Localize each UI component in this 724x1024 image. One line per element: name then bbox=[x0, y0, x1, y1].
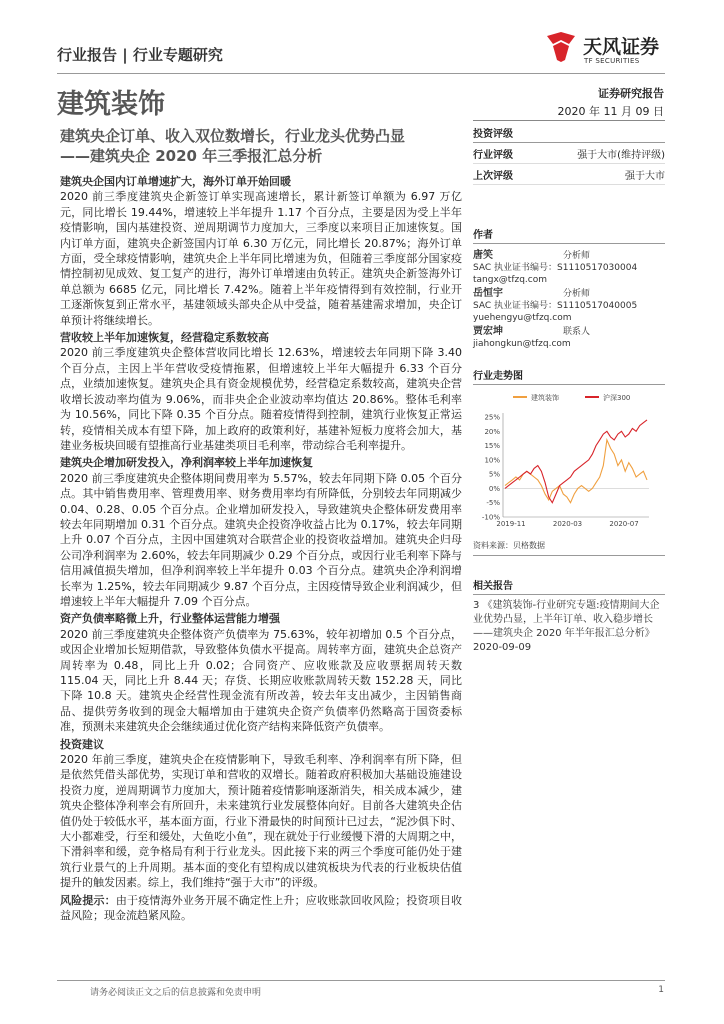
section-orders bbox=[60, 174, 462, 328]
legend-label: 沪深300 bbox=[603, 394, 631, 402]
rating-title: 投资评级 bbox=[473, 122, 665, 143]
section-heading: 投资建议 bbox=[60, 737, 104, 751]
brand-name: 天风证券 bbox=[583, 36, 660, 58]
section-heading: 建筑央企国内订单增速扩大，海外订单开始回暖 bbox=[60, 175, 291, 188]
rating-row bbox=[473, 164, 665, 185]
x-tick-label: 2020-03 bbox=[552, 520, 583, 528]
section-advice bbox=[60, 737, 462, 891]
analyst-entry bbox=[473, 250, 665, 286]
body-column bbox=[60, 172, 462, 924]
y-tick-label: 15% bbox=[484, 442, 500, 451]
section-body: 2020 前三季度建筑央企整体营收同比增长 12.63%，增速较去年同期下降 3.40 个百分点，主因上半年营收受疫情拖累，但增速较上半年大幅提升 6.33 个百分点，业绩加速恢复。建筑央企具有资金规模优势，经营稳定系数较高，建筑央企营收增长波动率均值为 9.06%，而非央企企业波动率均值达 20.86%。整体毛利率为 10.56%，同比下降 0.35 个百分点。随着疫情得到控制，建筑行业恢复正常运转，疫情相关成本有望下降，加上政府的政策利好，基建补短板力度将会加大，基建业务板块回暖有望推高行业基建类项目毛利率，带动综合毛利率提升。 bbox=[60, 346, 462, 452]
analyst-role: 分析师 bbox=[563, 251, 591, 261]
trend-chart-svg bbox=[473, 385, 665, 535]
section-debt bbox=[60, 611, 462, 734]
y-tick-label: 0% bbox=[488, 484, 500, 493]
risk-text: 由于疫情海外业务开展不确定性上升；应收账款回收风险；投资项目收益风险；现金流趋紧风险。 bbox=[60, 893, 462, 923]
analyst-role: 联系人 bbox=[563, 327, 591, 337]
y-tick-label: -10% bbox=[481, 513, 500, 522]
report-type: 证券研究报告 bbox=[598, 87, 664, 100]
analyst-name: 唐笑 bbox=[473, 250, 493, 261]
rating-key: 上次评级 bbox=[473, 171, 513, 182]
footer-disclaimer: 请务必阅读正文之后的信息披露和免责申明 bbox=[90, 988, 262, 998]
report-date: 2020 年 11 月 09 日 bbox=[557, 105, 664, 118]
industry-name: 建筑装饰 bbox=[57, 89, 165, 120]
author-title: 作者 bbox=[473, 223, 665, 244]
analyst-name: 贾宏坤 bbox=[473, 326, 503, 337]
rating-key: 行业评级 bbox=[473, 150, 513, 161]
section-heading: 营收较上半年加速恢复，经营稳定系数较高 bbox=[60, 331, 269, 345]
related-title: 相关报告 bbox=[473, 574, 665, 595]
chart-source: 资料来源：贝格数据 bbox=[473, 540, 665, 556]
y-tick-label: 10% bbox=[484, 456, 500, 465]
section-heading: 建筑央企增加研发投入，净利润率较上半年加速恢复 bbox=[60, 456, 313, 470]
rating-value: 强于大市 bbox=[625, 171, 665, 182]
footer-divider bbox=[57, 980, 665, 981]
section-profit bbox=[60, 455, 462, 609]
rating-row bbox=[473, 143, 665, 164]
related-report[interactable]: 3 《建筑装饰-行业研究专题:疫情期间大企业优势凸显，上半年订单、收入稳步增长——建筑央企 2020 年半年报汇总分析》 2020-09-09 bbox=[473, 600, 660, 653]
section-body: 2020 年前三季度，建筑央企在疫情影响下，导致毛利率、净利润率有所下降，但是依然凭借头部优势，实现订单和营收的双增长。随着政府积极加大基础设施建设投资力度，逆周期调节力度加大，预计随着疫情影响逐渐消失，相关成本减少，建筑央企整体净利率会有所回升，未来建筑行业发展整体向好。目前各大建筑央企估值仍处于较低水平，基本面方面，行业下滑最快的时间预计已过去，“泥沙俱下时、大小都难受，行至和缓处，大鱼吃小鱼”，现在就处于行业缓慢下滑的大周期之中，下滑斜率和缓，竞争格局有利于行业龙头。因此接下来的两三个季度可能仍处于建筑行业景气的上升周期。基本面的变化有望构成以建筑板块为代表的行业板块估值提升的触发因素。综上，我们维持“强于大市”的评级。 bbox=[60, 753, 462, 890]
rating-value: 强于大市(维持评级) bbox=[577, 150, 665, 161]
y-tick-label: 20% bbox=[484, 427, 500, 436]
y-tick-label: 5% bbox=[488, 470, 500, 479]
page-number: 1 bbox=[658, 985, 664, 995]
x-tick-label: 2020-07 bbox=[609, 520, 639, 528]
date-divider bbox=[473, 120, 665, 121]
analyst-email[interactable]: tangx@tfzq.com bbox=[473, 275, 548, 285]
header-divider bbox=[57, 73, 665, 74]
brand-logo bbox=[543, 30, 665, 70]
analyst-cert: SAC 执业证书编号：S1110517030004 bbox=[473, 263, 638, 273]
industry-trend-chart bbox=[473, 385, 665, 550]
tf-logo-icon bbox=[543, 30, 579, 64]
analyst-cert: SAC 执业证书编号：S1110517040005 bbox=[473, 301, 638, 311]
risk-label: 风险提示： bbox=[60, 893, 116, 907]
title-line-2: ——建筑央企 2020 年三季报汇总分析 bbox=[60, 147, 323, 165]
analyst-role: 分析师 bbox=[563, 289, 591, 299]
report-category: 行业报告 | 行业专题研究 bbox=[57, 46, 223, 64]
section-body: 2020 前三季度建筑央企整体资产负债率为 75.63%，较年初增加 0.5 个百分点，或因企业增加长短期借款，导致整体负债水平提高。周转率方面，建筑央企总资产周转率为 0.48，同比上升 0.02；合同资产、应收账款及应收票据周转天数 115.04 天，同比上升 8.44 天；存货、长期应收账款周转天数 152.28 天，同比下降 10.8 天。建筑央企经营性现金流有所改善，较去年支出减少，主因销售商品、提供劳务收到的现金大幅增加由于建筑央企资产负债率仍然略高于国资委标准，预测未来建筑央企会继续通过优化资产结构来降低资产负债率。 bbox=[60, 627, 462, 734]
analyst-email[interactable]: jiahongkun@tfzq.com bbox=[473, 339, 571, 349]
title-line-1: 建筑央企订单、收入双位数增长，行业龙头优势凸显 bbox=[60, 127, 406, 145]
legend-label: 建筑装饰 bbox=[531, 394, 559, 402]
brand-name-en: TF SECURITIES bbox=[584, 57, 640, 65]
section-heading: 资产负债率略微上升，行业整体运营能力增强 bbox=[60, 612, 280, 626]
risk-warning bbox=[60, 893, 462, 924]
y-tick-label: -5% bbox=[486, 499, 500, 508]
analyst-name: 岳恒宇 bbox=[473, 288, 503, 299]
page-title bbox=[60, 126, 405, 166]
y-tick-label: 25% bbox=[484, 413, 500, 422]
section-revenue bbox=[60, 330, 462, 453]
trend-title: 行业走势图 bbox=[473, 364, 665, 385]
analyst-entry bbox=[473, 288, 665, 324]
analyst-email[interactable]: yuehengyu@tfzq.com bbox=[473, 313, 572, 323]
section-body: 2020 前三季度建筑央企整体期间费用率为 5.57%，较去年同期下降 0.05 个百分点。其中销售费用率、管理费用率、财务费用率均有所降低，分别较去年同期减少 0.04、0.28、0.05 个百分点。企业增加研发投入，导致建筑央企整体研发费用率较去年同期增加 0.31 个百分点。建筑央企投资净收益占比为 0.17%，较去年同期上升 0.07 个百分点，主因中国建筑对合联营企业的投资收益增加。建筑央企归母公司净利润率为 2.60%，较去年同期减少 0.29 个百分点，或因行业毛利率下降与信用减值损失增加，但净利润率较上半年提升 0.03 个百分点。建筑央企净利润增长率为 1.25%，较去年同期减少 9.87 个百分点，主因疫情导致企业利润减少，但增速较上半年大幅提升 7.09 个百分点。 bbox=[60, 471, 462, 608]
section-body: 2020 前三季度建筑央企新签订单实现高速增长，累计新签订单额为 6.97 万亿元，同比增长 19.44%，增速较上半年提升 1.17 个百分点，主要是因为受上半年疫情影响，国内基建投资、逆周期调节力度加大，三季度以来项目正加速恢复。国内订单方面，建筑央企新签国内订单 6.30 万亿元，同比增长 20.87%；海外订单方面，受全球疫情影响，建筑央企上半年同比增速为负，但随着三季度部分国家疫情控制初见成效、复工复产的进行，海外订单增速由负转正。建筑央企新签海外订单总额为 6685 亿元，同比增长 7.42%。随着上半年疫情得到有效控制，行业开工逐渐恢复到正常水平，基建领域头部央企从中受益，随着基建需求增加，央企订单预计将继续增长。 bbox=[60, 190, 462, 327]
analyst-entry bbox=[473, 326, 665, 350]
sidebar bbox=[473, 122, 665, 655]
x-tick-label: 2019-11 bbox=[496, 520, 526, 528]
